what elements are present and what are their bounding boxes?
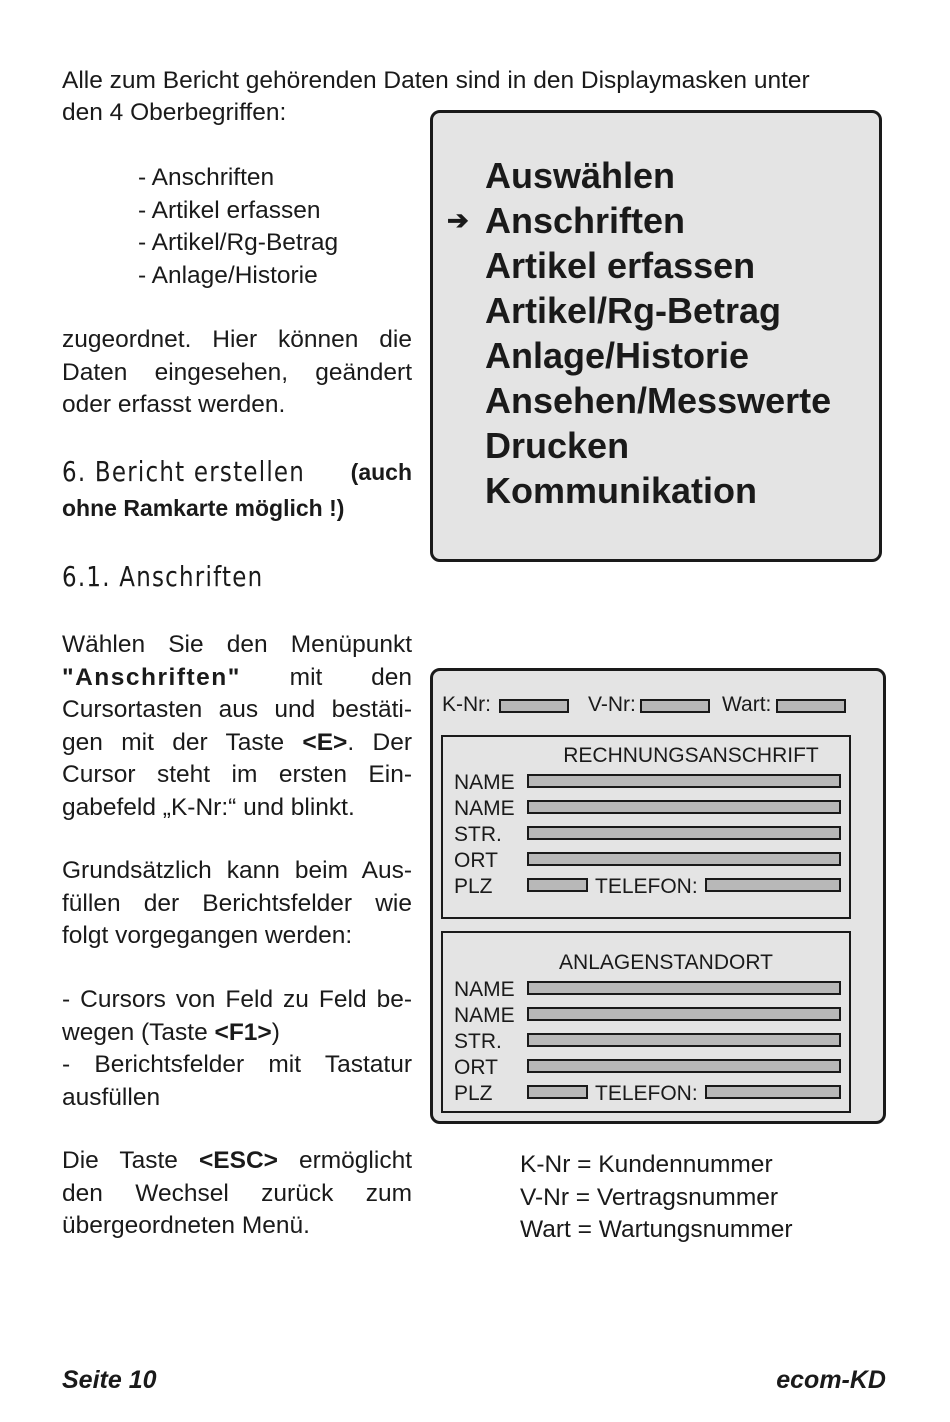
vnr-field[interactable] (640, 699, 710, 713)
name-field[interactable] (527, 981, 841, 995)
street-field[interactable] (527, 826, 841, 840)
intro-after (62, 324, 412, 422)
menu-display (430, 110, 882, 562)
text-line: - Cursors von Feld zu Feld be- (62, 986, 412, 1013)
menu-item-anschriften[interactable]: Anschriften (485, 200, 686, 241)
name-label: NAME (454, 1004, 515, 1027)
text-line: Grundsätzlich kann beim Aus- (62, 857, 412, 884)
category-list (138, 162, 338, 292)
wart-label: Wart: (722, 693, 772, 716)
installation-site-section (441, 931, 851, 1113)
key-esc: <ESC> (198, 1147, 278, 1174)
menu-title: Auswählen (485, 155, 676, 196)
text-fragment: mit den (289, 663, 413, 691)
menu-term: "Anschriften" (62, 663, 241, 691)
text-line: Die Taste <ESC> ermöglicht (62, 1147, 412, 1174)
legend-item: V-Nr = Vertragsnummer (520, 1183, 779, 1211)
name-label: NAME (454, 771, 515, 794)
manual-title: ecom-KD (776, 1366, 886, 1394)
knr-field[interactable] (499, 699, 569, 713)
zip-label: PLZ (454, 875, 493, 898)
legend-item: K-Nr = Kundennummer (520, 1151, 773, 1178)
name-field[interactable] (527, 800, 841, 814)
menu-item-kommunikation[interactable]: Kommunikation (485, 470, 758, 511)
billing-address-title: RECHNUNGSANSCHRIFT (563, 744, 819, 767)
phone-label: TELEFON: (595, 1082, 698, 1105)
key-f1: <F1> (214, 1018, 272, 1046)
text-line: zugeordnet. Hier können die (62, 326, 412, 353)
text-line: Wählen Sie den Menüpunkt (62, 631, 412, 658)
street-label: STR. (454, 823, 502, 846)
city-label: ORT (454, 849, 498, 872)
text-line: wegen (Taste <F1>) (62, 1018, 280, 1046)
city-field[interactable] (527, 1059, 841, 1073)
street-label: STR. (454, 1030, 502, 1053)
name-field[interactable] (527, 774, 841, 788)
category-item: - Anlage/Historie (138, 261, 318, 289)
menu-item-artikel-erfassen[interactable]: Artikel erfassen (485, 245, 756, 286)
zip-field[interactable] (527, 878, 588, 892)
name-field[interactable] (527, 1007, 841, 1021)
text-line: folgt vorgegangen werden: (62, 922, 353, 949)
text-line: den Wechsel zurück zum (62, 1179, 412, 1207)
paragraph-2 (62, 855, 412, 953)
text-line: Daten eingesehen, geändert (62, 358, 412, 386)
text-line: oder erfasst werden. (62, 391, 286, 418)
key-e: <E> (302, 728, 348, 756)
abbreviation-legend (520, 1149, 793, 1247)
text-line: gen mit der Taste <E>. Der (62, 728, 412, 756)
text-line: Cursortasten aus und bestäti- (62, 696, 412, 723)
street-field[interactable] (527, 1033, 841, 1047)
arrow-right-icon: ➔ (447, 205, 469, 235)
text-line: übergeordneten Menü. (62, 1212, 310, 1239)
name-label: NAME (454, 978, 515, 1001)
menu-item-artikel-rg-betrag[interactable]: Artikel/Rg-Betrag (485, 290, 782, 331)
page-number: Seite 10 (62, 1366, 157, 1394)
category-item: - Artikel/Rg-Betrag (138, 229, 339, 256)
category-item: - Artikel erfassen (138, 196, 321, 224)
paragraph-3 (62, 984, 412, 1114)
menu-item-anlage-historie[interactable]: Anlage/Historie (485, 335, 750, 376)
paragraph-4 (62, 1145, 412, 1243)
installation-site-title: ANLAGENSTANDORT (559, 951, 773, 974)
text-line: - Berichtsfelder mit Tastatur (62, 1051, 412, 1078)
legend-item: Wart = Wartungsnummer (520, 1216, 793, 1243)
text-line: Cursor steht im ersten Ein- (62, 761, 412, 788)
section-6-note: (auch (350, 459, 412, 485)
phone-field[interactable] (705, 878, 841, 892)
zip-label: PLZ (454, 1082, 493, 1105)
zip-field[interactable] (527, 1085, 588, 1099)
intro-line-1: Alle zum Bericht gehörenden Daten sind in den Displaymasken unter (62, 67, 810, 94)
address-form-display (430, 668, 886, 1124)
menu-item-drucken[interactable]: Drucken (485, 425, 630, 466)
phone-field[interactable] (705, 1085, 841, 1099)
wart-field[interactable] (776, 699, 846, 713)
intro-line-2: den 4 Oberbegriffen: (62, 99, 287, 126)
billing-address-section (441, 735, 851, 919)
city-field[interactable] (527, 852, 841, 866)
section-6-heading (62, 455, 412, 491)
text-line (62, 662, 412, 695)
paragraph-1 (62, 629, 412, 824)
text-line: gabefeld „K-Nr:“ und blinkt. (62, 793, 355, 821)
menu-item-ansehen-messwerte[interactable]: Ansehen/Messwerte (485, 380, 832, 421)
section-61-title: 6.1. Anschriften (62, 560, 264, 593)
phone-label: TELEFON: (595, 875, 698, 898)
text-line: ausfüllen (62, 1083, 161, 1111)
section-6-note-line-2: ohne Ramkarte möglich !) (62, 495, 345, 521)
category-item: - Anschriften (138, 164, 275, 191)
knr-label: K-Nr: (442, 693, 491, 716)
vnr-label: V-Nr: (588, 693, 636, 716)
city-label: ORT (454, 1056, 498, 1079)
name-label: NAME (454, 797, 515, 820)
text-line: füllen der Berichtsfelder wie (62, 889, 412, 917)
section-6-title: 6. Bericht erstellen (62, 455, 306, 488)
